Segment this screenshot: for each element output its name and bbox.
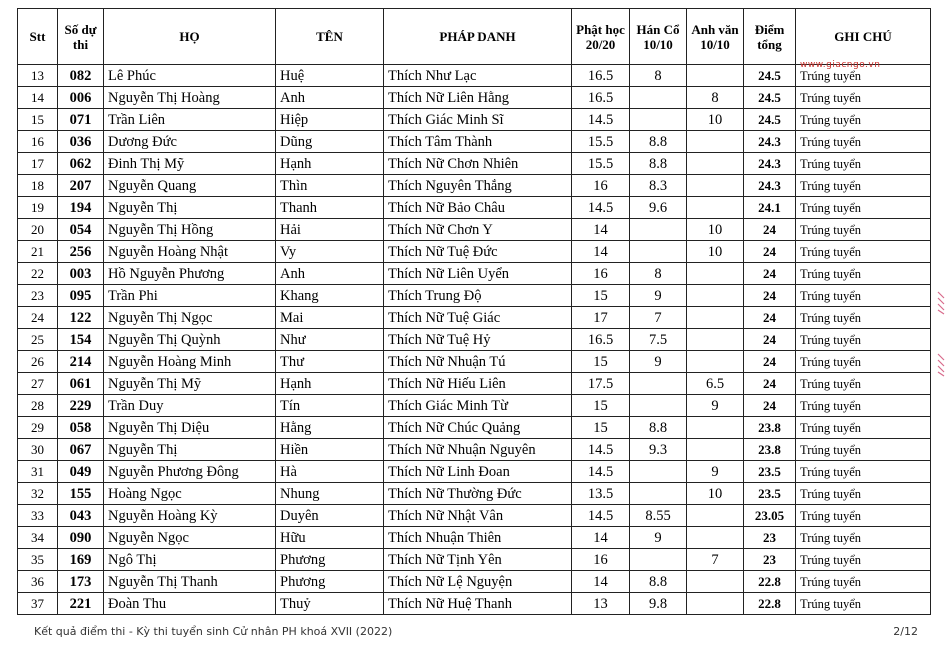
row-ghi-chu: Trúng tuyển xyxy=(796,571,931,593)
row-phat-hoc: 15 xyxy=(572,285,630,307)
row-so-du-thi: 095 xyxy=(58,285,104,307)
row-ghi-chu: Trúng tuyển xyxy=(796,153,931,175)
row-phap-danh: Thích Nữ Chơn Y xyxy=(384,219,572,241)
row-diem-tong: 23.5 xyxy=(744,483,796,505)
row-ho: Ngô Thị xyxy=(104,549,276,571)
row-ghi-chu: Trúng tuyển xyxy=(796,593,931,615)
row-han-co xyxy=(630,87,687,109)
table-row xyxy=(18,527,931,549)
row-so-du-thi: 194 xyxy=(58,197,104,219)
header-phat-hoc: Phật học 20/20 xyxy=(572,9,630,65)
side-stamp-mark xyxy=(936,290,946,316)
row-diem-tong: 23.05 xyxy=(744,505,796,527)
row-ho: Dương Đức xyxy=(104,131,276,153)
row-anh-van xyxy=(687,307,744,329)
row-stt: 16 xyxy=(18,131,58,153)
header-diem-tong: Điểm tổng xyxy=(744,9,796,65)
header-so-du-thi: Số dự thi xyxy=(58,9,104,65)
row-han-co: 8 xyxy=(630,65,687,87)
row-han-co xyxy=(630,241,687,263)
row-ten: Dũng xyxy=(276,131,384,153)
row-diem-tong: 24 xyxy=(744,329,796,351)
row-phat-hoc: 15 xyxy=(572,395,630,417)
row-so-du-thi: 062 xyxy=(58,153,104,175)
row-anh-van: 8 xyxy=(687,87,744,109)
page-number: 2/12 xyxy=(893,625,918,638)
row-phap-danh: Thích Nữ Linh Đoan xyxy=(384,461,572,483)
header-ten: TÊN xyxy=(276,9,384,65)
table-row xyxy=(18,571,931,593)
row-phat-hoc: 16 xyxy=(572,549,630,571)
row-phap-danh: Thích Nữ Nhuận Nguyên xyxy=(384,439,572,461)
table-row xyxy=(18,109,931,131)
row-ho: Nguyễn Thị Diệu xyxy=(104,417,276,439)
row-diem-tong: 22.8 xyxy=(744,571,796,593)
row-ho: Hoàng Ngọc xyxy=(104,483,276,505)
row-stt: 21 xyxy=(18,241,58,263)
row-stt: 32 xyxy=(18,483,58,505)
row-phap-danh: Thích Nữ Lệ Nguyện xyxy=(384,571,572,593)
table-row xyxy=(18,65,931,87)
row-stt: 36 xyxy=(18,571,58,593)
row-stt: 17 xyxy=(18,153,58,175)
row-diem-tong: 24 xyxy=(744,373,796,395)
row-phap-danh: Thích Nữ Hiếu Liên xyxy=(384,373,572,395)
row-anh-van: 10 xyxy=(687,219,744,241)
row-phap-danh: Thích Nữ Tịnh Yên xyxy=(384,549,572,571)
row-ghi-chu: Trúng tuyển xyxy=(796,175,931,197)
row-ghi-chu: Trúng tuyển xyxy=(796,527,931,549)
row-ten: Nhung xyxy=(276,483,384,505)
row-ghi-chu: Trúng tuyển xyxy=(796,307,931,329)
row-han-co: 9 xyxy=(630,285,687,307)
row-diem-tong: 24.5 xyxy=(744,109,796,131)
row-han-co: 8.55 xyxy=(630,505,687,527)
row-anh-van xyxy=(687,153,744,175)
header-stt: Stt xyxy=(18,9,58,65)
row-so-du-thi: 169 xyxy=(58,549,104,571)
row-ten: Phương xyxy=(276,549,384,571)
header-phap-danh: PHÁP DANH xyxy=(384,9,572,65)
row-stt: 24 xyxy=(18,307,58,329)
table-row xyxy=(18,131,931,153)
row-ten: Thanh xyxy=(276,197,384,219)
row-ho: Nguyễn Thị Mỹ xyxy=(104,373,276,395)
row-ghi-chu: Trúng tuyển xyxy=(796,483,931,505)
row-phap-danh: Thích Nguyên Thắng xyxy=(384,175,572,197)
header-ho: HỌ xyxy=(104,9,276,65)
row-phat-hoc: 14 xyxy=(572,219,630,241)
row-stt: 14 xyxy=(18,87,58,109)
row-han-co xyxy=(630,395,687,417)
row-phat-hoc: 14.5 xyxy=(572,439,630,461)
row-diem-tong: 24 xyxy=(744,307,796,329)
row-phap-danh: Thích Trung Độ xyxy=(384,285,572,307)
row-phat-hoc: 15 xyxy=(572,351,630,373)
row-ho: Trần Liên xyxy=(104,109,276,131)
row-so-du-thi: 090 xyxy=(58,527,104,549)
row-so-du-thi: 214 xyxy=(58,351,104,373)
row-stt: 34 xyxy=(18,527,58,549)
row-anh-van xyxy=(687,263,744,285)
row-phat-hoc: 13.5 xyxy=(572,483,630,505)
row-diem-tong: 24.1 xyxy=(744,197,796,219)
row-han-co: 9 xyxy=(630,527,687,549)
row-stt: 18 xyxy=(18,175,58,197)
row-so-du-thi: 155 xyxy=(58,483,104,505)
side-stamp-mark xyxy=(936,352,946,378)
row-so-du-thi: 043 xyxy=(58,505,104,527)
row-ho: Nguyễn Thị Thanh xyxy=(104,571,276,593)
row-anh-van: 10 xyxy=(687,241,744,263)
row-phap-danh: Thích Nữ Chơn Nhiên xyxy=(384,153,572,175)
row-so-du-thi: 006 xyxy=(58,87,104,109)
row-phap-danh: Thích Nữ Tuệ Đức xyxy=(384,241,572,263)
results-table xyxy=(17,8,931,615)
table-row xyxy=(18,197,931,219)
table-row xyxy=(18,373,931,395)
row-anh-van xyxy=(687,417,744,439)
row-phap-danh: Thích Nữ Liên Uyển xyxy=(384,263,572,285)
row-han-co: 9.3 xyxy=(630,439,687,461)
row-so-du-thi: 003 xyxy=(58,263,104,285)
table-header xyxy=(18,9,931,65)
row-ho: Nguyễn Thị xyxy=(104,197,276,219)
row-ho: Đinh Thị Mỹ xyxy=(104,153,276,175)
watermark-text: www.giacngo.vn xyxy=(800,60,881,70)
row-phat-hoc: 15.5 xyxy=(572,153,630,175)
row-ghi-chu: Trúng tuyển xyxy=(796,131,931,153)
row-ghi-chu: Trúng tuyển xyxy=(796,285,931,307)
row-ho: Hồ Nguyễn Phương xyxy=(104,263,276,285)
row-phat-hoc: 14 xyxy=(572,571,630,593)
row-stt: 25 xyxy=(18,329,58,351)
row-stt: 20 xyxy=(18,219,58,241)
row-diem-tong: 24 xyxy=(744,351,796,373)
row-ho: Nguyễn Hoàng Nhật xyxy=(104,241,276,263)
row-phat-hoc: 13 xyxy=(572,593,630,615)
table-body xyxy=(18,65,931,615)
row-ghi-chu: Trúng tuyển xyxy=(796,461,931,483)
row-ghi-chu: Trúng tuyển xyxy=(796,87,931,109)
table-row xyxy=(18,263,931,285)
row-so-du-thi: 256 xyxy=(58,241,104,263)
row-ten: Hà xyxy=(276,461,384,483)
row-ho: Đoàn Thu xyxy=(104,593,276,615)
row-stt: 37 xyxy=(18,593,58,615)
row-anh-van xyxy=(687,439,744,461)
row-anh-van: 6.5 xyxy=(687,373,744,395)
footer-caption: Kết quả điểm thi - Kỳ thi tuyển sinh Cử nhân PH khoá XVII (2022) xyxy=(34,625,393,638)
table-row xyxy=(18,307,931,329)
row-anh-van xyxy=(687,285,744,307)
table-row xyxy=(18,549,931,571)
row-anh-van xyxy=(687,65,744,87)
row-ho: Nguyễn Thị Hồng xyxy=(104,219,276,241)
row-phat-hoc: 14 xyxy=(572,527,630,549)
row-ten: Như xyxy=(276,329,384,351)
row-phat-hoc: 14.5 xyxy=(572,505,630,527)
row-diem-tong: 23 xyxy=(744,527,796,549)
row-ho: Trần Duy xyxy=(104,395,276,417)
table-row xyxy=(18,219,931,241)
row-han-co xyxy=(630,109,687,131)
row-stt: 30 xyxy=(18,439,58,461)
row-ghi-chu: Trúng tuyển xyxy=(796,197,931,219)
row-ho: Nguyễn Thị Hoàng xyxy=(104,87,276,109)
row-ho: Trần Phi xyxy=(104,285,276,307)
row-anh-van xyxy=(687,505,744,527)
row-ten: Hằng xyxy=(276,417,384,439)
row-ho: Nguyễn Quang xyxy=(104,175,276,197)
row-anh-van: 9 xyxy=(687,395,744,417)
row-so-du-thi: 036 xyxy=(58,131,104,153)
row-so-du-thi: 154 xyxy=(58,329,104,351)
row-ten: Hữu xyxy=(276,527,384,549)
row-han-co xyxy=(630,461,687,483)
row-stt: 15 xyxy=(18,109,58,131)
row-diem-tong: 24.3 xyxy=(744,131,796,153)
row-ten: Tín xyxy=(276,395,384,417)
row-ten: Hiền xyxy=(276,439,384,461)
row-anh-van xyxy=(687,197,744,219)
row-so-du-thi: 071 xyxy=(58,109,104,131)
row-stt: 31 xyxy=(18,461,58,483)
row-so-du-thi: 173 xyxy=(58,571,104,593)
table-row xyxy=(18,241,931,263)
row-ho: Nguyễn Thị xyxy=(104,439,276,461)
row-stt: 33 xyxy=(18,505,58,527)
row-han-co: 8.3 xyxy=(630,175,687,197)
row-ghi-chu: Trúng tuyển xyxy=(796,219,931,241)
row-ho: Nguyễn Thị Ngọc xyxy=(104,307,276,329)
row-stt: 29 xyxy=(18,417,58,439)
row-anh-van: 10 xyxy=(687,483,744,505)
row-ten: Duyên xyxy=(276,505,384,527)
header-anh-van: Anh văn 10/10 xyxy=(687,9,744,65)
row-phap-danh: Thích Nữ Nhuận Tú xyxy=(384,351,572,373)
row-so-du-thi: 082 xyxy=(58,65,104,87)
row-han-co: 9.8 xyxy=(630,593,687,615)
row-so-du-thi: 229 xyxy=(58,395,104,417)
row-ho: Nguyễn Hoàng Kỳ xyxy=(104,505,276,527)
row-so-du-thi: 058 xyxy=(58,417,104,439)
row-anh-van xyxy=(687,351,744,373)
row-diem-tong: 24.5 xyxy=(744,87,796,109)
table-row xyxy=(18,351,931,373)
row-ten: Khang xyxy=(276,285,384,307)
row-anh-van xyxy=(687,593,744,615)
row-phap-danh: Thích Nữ Bảo Châu xyxy=(384,197,572,219)
row-ghi-chu: Trúng tuyển xyxy=(796,263,931,285)
row-han-co: 7.5 xyxy=(630,329,687,351)
table-row xyxy=(18,417,931,439)
row-han-co: 8.8 xyxy=(630,571,687,593)
row-ghi-chu: Trúng tuyển xyxy=(796,351,931,373)
table-row xyxy=(18,505,931,527)
row-ghi-chu: Trúng tuyển xyxy=(796,109,931,131)
row-diem-tong: 23 xyxy=(744,549,796,571)
row-han-co xyxy=(630,373,687,395)
table-row xyxy=(18,153,931,175)
row-phat-hoc: 16.5 xyxy=(572,87,630,109)
row-diem-tong: 24.3 xyxy=(744,175,796,197)
table-row xyxy=(18,439,931,461)
row-phat-hoc: 15 xyxy=(572,417,630,439)
row-phap-danh: Thích Nữ Nhật Vân xyxy=(384,505,572,527)
row-so-du-thi: 122 xyxy=(58,307,104,329)
row-stt: 19 xyxy=(18,197,58,219)
row-han-co: 8.8 xyxy=(630,417,687,439)
row-phat-hoc: 16.5 xyxy=(572,329,630,351)
row-phap-danh: Thích Nữ Huệ Thanh xyxy=(384,593,572,615)
row-ten: Huệ xyxy=(276,65,384,87)
table-row xyxy=(18,395,931,417)
table-row xyxy=(18,87,931,109)
row-han-co: 9.6 xyxy=(630,197,687,219)
row-diem-tong: 23.8 xyxy=(744,417,796,439)
row-phat-hoc: 17 xyxy=(572,307,630,329)
row-so-du-thi: 221 xyxy=(58,593,104,615)
row-ghi-chu: Trúng tuyển xyxy=(796,417,931,439)
row-diem-tong: 24.3 xyxy=(744,153,796,175)
row-anh-van xyxy=(687,527,744,549)
row-ghi-chu: Trúng tuyển xyxy=(796,505,931,527)
row-so-du-thi: 207 xyxy=(58,175,104,197)
row-phat-hoc: 16.5 xyxy=(572,65,630,87)
row-anh-van: 7 xyxy=(687,549,744,571)
row-ten: Hải xyxy=(276,219,384,241)
row-phap-danh: Thích Nữ Chúc Quảng xyxy=(384,417,572,439)
row-ten: Thìn xyxy=(276,175,384,197)
row-stt: 26 xyxy=(18,351,58,373)
row-diem-tong: 24 xyxy=(744,395,796,417)
row-phap-danh: Thích Nữ Liên Hằng xyxy=(384,87,572,109)
row-ghi-chu: Trúng tuyển xyxy=(796,65,931,87)
row-diem-tong: 23.8 xyxy=(744,439,796,461)
row-phat-hoc: 14.5 xyxy=(572,197,630,219)
header-ghi-chu: GHI CHÚ xyxy=(796,9,931,65)
table-row xyxy=(18,329,931,351)
row-anh-van xyxy=(687,571,744,593)
row-diem-tong: 24 xyxy=(744,285,796,307)
row-anh-van: 10 xyxy=(687,109,744,131)
row-ghi-chu: Trúng tuyển xyxy=(796,241,931,263)
row-ten: Hiệp xyxy=(276,109,384,131)
row-phap-danh: Thích Giác Minh Từ xyxy=(384,395,572,417)
row-phap-danh: Thích Như Lạc xyxy=(384,65,572,87)
row-ghi-chu: Trúng tuyển xyxy=(796,549,931,571)
header-han-co: Hán Cổ 10/10 xyxy=(630,9,687,65)
row-ho: Nguyễn Thị Quỳnh xyxy=(104,329,276,351)
table-row xyxy=(18,593,931,615)
row-ten: Thuỷ xyxy=(276,593,384,615)
row-phap-danh: Thích Nữ Tuệ Hỷ xyxy=(384,329,572,351)
row-stt: 22 xyxy=(18,263,58,285)
table-row xyxy=(18,175,931,197)
row-han-co: 7 xyxy=(630,307,687,329)
row-ho: Nguyễn Ngọc xyxy=(104,527,276,549)
row-han-co: 9 xyxy=(630,351,687,373)
row-ten: Anh xyxy=(276,263,384,285)
row-phap-danh: Thích Nữ Tuệ Giác xyxy=(384,307,572,329)
table-row xyxy=(18,285,931,307)
row-ho: Lê Phúc xyxy=(104,65,276,87)
row-phat-hoc: 14.5 xyxy=(572,109,630,131)
row-ten: Mai xyxy=(276,307,384,329)
row-phat-hoc: 16 xyxy=(572,263,630,285)
row-phat-hoc: 16 xyxy=(572,175,630,197)
row-diem-tong: 24.5 xyxy=(744,65,796,87)
row-so-du-thi: 049 xyxy=(58,461,104,483)
row-ho: Nguyễn Hoàng Minh xyxy=(104,351,276,373)
row-phap-danh: Thích Tâm Thành xyxy=(384,131,572,153)
row-so-du-thi: 061 xyxy=(58,373,104,395)
row-so-du-thi: 067 xyxy=(58,439,104,461)
row-ten: Vy xyxy=(276,241,384,263)
row-stt: 35 xyxy=(18,549,58,571)
row-han-co xyxy=(630,549,687,571)
row-ten: Hạnh xyxy=(276,373,384,395)
row-stt: 23 xyxy=(18,285,58,307)
row-phap-danh: Thích Nhuận Thiên xyxy=(384,527,572,549)
row-ghi-chu: Trúng tuyển xyxy=(796,373,931,395)
row-phat-hoc: 15.5 xyxy=(572,131,630,153)
row-ten: Thư xyxy=(276,351,384,373)
row-anh-van xyxy=(687,329,744,351)
row-diem-tong: 24 xyxy=(744,263,796,285)
row-phap-danh: Thích Nữ Thường Đức xyxy=(384,483,572,505)
row-ten: Hạnh xyxy=(276,153,384,175)
row-han-co xyxy=(630,483,687,505)
row-stt: 27 xyxy=(18,373,58,395)
row-phap-danh: Thích Giác Minh Sĩ xyxy=(384,109,572,131)
row-anh-van xyxy=(687,175,744,197)
row-diem-tong: 24 xyxy=(744,241,796,263)
row-phat-hoc: 17.5 xyxy=(572,373,630,395)
row-diem-tong: 22.8 xyxy=(744,593,796,615)
row-anh-van xyxy=(687,131,744,153)
row-ten: Phương xyxy=(276,571,384,593)
row-phat-hoc: 14 xyxy=(572,241,630,263)
row-han-co: 8 xyxy=(630,263,687,285)
table-row xyxy=(18,461,931,483)
row-diem-tong: 24 xyxy=(744,219,796,241)
row-han-co xyxy=(630,219,687,241)
row-ghi-chu: Trúng tuyển xyxy=(796,395,931,417)
row-ho: Nguyễn Phương Đông xyxy=(104,461,276,483)
row-ghi-chu: Trúng tuyển xyxy=(796,329,931,351)
row-so-du-thi: 054 xyxy=(58,219,104,241)
row-stt: 13 xyxy=(18,65,58,87)
row-han-co: 8.8 xyxy=(630,153,687,175)
row-ghi-chu: Trúng tuyển xyxy=(796,439,931,461)
row-stt: 28 xyxy=(18,395,58,417)
row-anh-van: 9 xyxy=(687,461,744,483)
row-diem-tong: 23.5 xyxy=(744,461,796,483)
row-han-co: 8.8 xyxy=(630,131,687,153)
table-row xyxy=(18,483,931,505)
row-phat-hoc: 14.5 xyxy=(572,461,630,483)
row-ten: Anh xyxy=(276,87,384,109)
